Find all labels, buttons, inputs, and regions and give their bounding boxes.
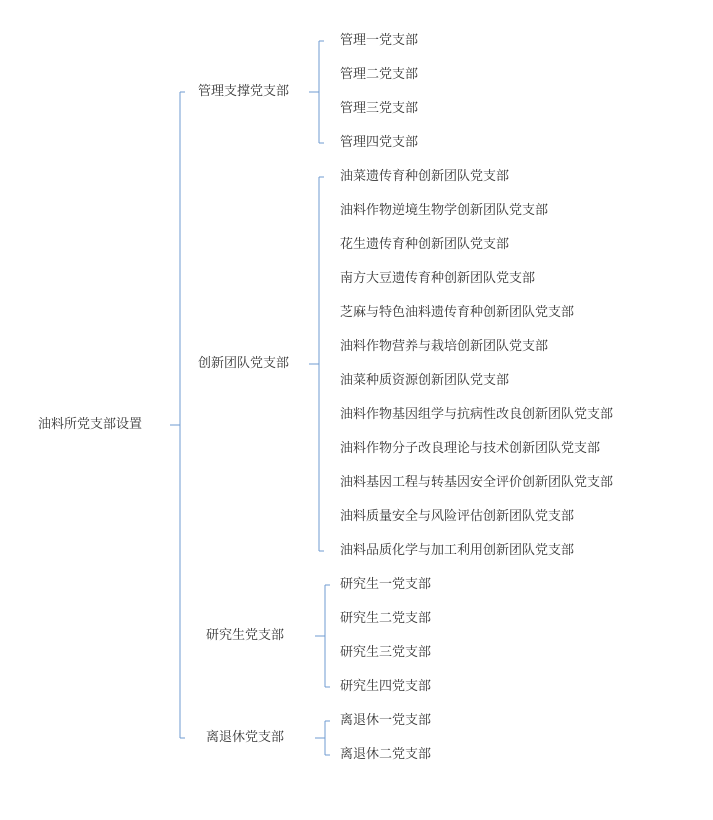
leaf-node-label: 研究生四党支部 bbox=[340, 679, 432, 694]
leaf-node-label: 油料基因工程与转基因安全评价创新团队党支部 bbox=[340, 475, 614, 490]
leaf-node-label: 离退休一党支部 bbox=[340, 713, 432, 728]
group-node-label: 管理支撑党支部 bbox=[198, 84, 290, 99]
leaf-node-label: 研究生一党支部 bbox=[340, 577, 432, 592]
group-node-label: 离退休党支部 bbox=[206, 730, 285, 745]
group-node-label: 创新团队党支部 bbox=[198, 356, 290, 371]
leaf-node-label: 管理四党支部 bbox=[340, 135, 419, 150]
leaf-node-label: 离退休二党支部 bbox=[340, 747, 432, 762]
leaf-node-label: 管理一党支部 bbox=[340, 33, 419, 48]
leaf-node-label: 油料质量安全与风险评估创新团队党支部 bbox=[340, 509, 575, 524]
leaf-node-label: 管理二党支部 bbox=[340, 67, 419, 82]
leaf-node-label: 油菜种质资源创新团队党支部 bbox=[340, 373, 510, 388]
leaf-node-label: 油菜遗传育种创新团队党支部 bbox=[340, 169, 510, 184]
leaf-node-label: 油料作物营养与栽培创新团队党支部 bbox=[340, 339, 549, 354]
leaf-node-label: 芝麻与特色油料遗传育种创新团队党支部 bbox=[340, 305, 575, 320]
leaf-node-label: 管理三党支部 bbox=[340, 101, 419, 116]
leaf-node-label: 油料品质化学与加工利用创新团队党支部 bbox=[340, 543, 575, 558]
leaf-node-label: 花生遗传育种创新团队党支部 bbox=[340, 237, 510, 252]
leaf-node-label: 油料作物基因组学与抗病性改良创新团队党支部 bbox=[340, 407, 614, 422]
group-node-label: 研究生党支部 bbox=[206, 628, 285, 643]
leaf-node-label: 油料作物逆境生物学创新团队党支部 bbox=[340, 203, 549, 218]
leaf-node-label: 南方大豆遗传育种创新团队党支部 bbox=[340, 271, 536, 286]
leaf-node-label: 油料作物分子改良理论与技术创新团队党支部 bbox=[340, 441, 601, 456]
leaf-node-label: 研究生二党支部 bbox=[340, 611, 432, 626]
leaf-node-label: 研究生三党支部 bbox=[340, 645, 432, 660]
root-node-title: 油料所党支部设置 bbox=[38, 417, 143, 432]
